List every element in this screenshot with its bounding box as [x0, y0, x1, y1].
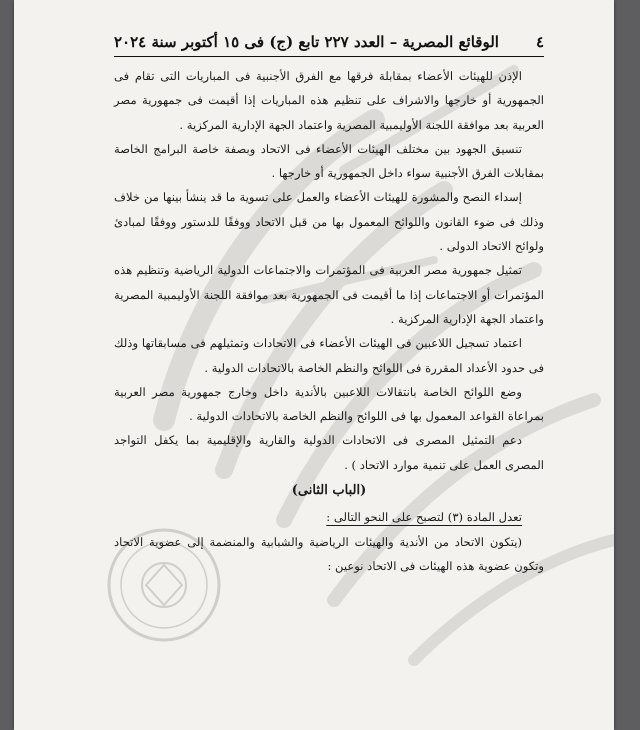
document-body — [114, 64, 544, 578]
paragraph: دعم التمثيل المصرى فى الاتحادات الدولية والقارية والإقليمية بما يكفل التواجد المصرى العمل على تنمية موارد الاتحاد ) . — [114, 433, 544, 472]
publication-line: الوقائع المصرية – العدد ٢٢٧ تابع (ج) فى ١٥ أكتوبر سنة ٢٠٢٤ — [114, 33, 499, 51]
page-header — [114, 30, 544, 54]
section-title: (الباب الثانى) — [291, 483, 367, 499]
article-text: (يتكون الاتحاد من الأندية والهيئات الرياضية والشبابية والمنضمة إلى عضوية الاتحاد وتكون عضوية هذه الهيئات فى الاتحاد نوعين : — [114, 534, 544, 573]
paragraph: اعتماد تسجيل اللاعبين فى الهيئات الأعضاء فى الاتحادات وتمثيلهم فى مسابقاتها وذلك فى حدود الأعداد المقررة فى اللوائح والنظم الخاصة بالاتحادات الدولية . — [114, 336, 544, 375]
paragraph: تمثيل جمهورية مصر العربية فى المؤتمرات والاجتماعات الدولية الرياضية وتنظيم هذه المؤتمرات أو الاجتماعات إذا ما أقيمت فى الجمهورية بعد موافقة اللجنة الأوليمبية المصرية واعتماد الجهة الإدارية المركزية . — [114, 263, 544, 326]
paragraph: وضع اللوائح الخاصة بانتقالات اللاعبين بالأندية داخل وخارج جمهورية مصر العربية بمراعاة القواعد المعمول بها فى اللوائح والنظم الخاصة بالاتحادات الدولية . — [114, 384, 544, 424]
paragraph: إسداء النصح والمشورة للهيئات الأعضاء والعمل على تسوية ما قد ينشأ بينها من خلاف وذلك فى ضوء القانون واللوائح المعمول بها من قبل الاتحاد ووفقًا للدستور ووفقًا لمبادئ ولوائح الاتحاد الدولى . — [114, 190, 544, 254]
document-page — [14, 0, 614, 730]
article-intro: تعدل المادة (٣) لتصبح على النحو التالى : — [326, 510, 522, 525]
paragraph: تنسيق الجهود بين مختلف الهيئات الأعضاء فى الاتحاد وبصفة خاصة البرامج الخاصة بمقابلات الفرق الأجنبية سواء داخل الجمهورية أو خارجها . — [114, 141, 544, 181]
header-divider — [114, 56, 544, 57]
paragraph: الإذن للهيئات الأعضاء بمقابلة فرقها مع الفرق الأجنبية فى المباريات التى تقام فى الجمهورية أو خارجها والاشراف على تنظيم هذه المباريات إذا أقيمت فى جمهورية مصر العربية بعد موافقة اللجنة الأوليمبية المصرية واعتماد الجهة الإدارية المركزية . — [114, 69, 544, 132]
page-number: ٤ — [535, 33, 544, 51]
